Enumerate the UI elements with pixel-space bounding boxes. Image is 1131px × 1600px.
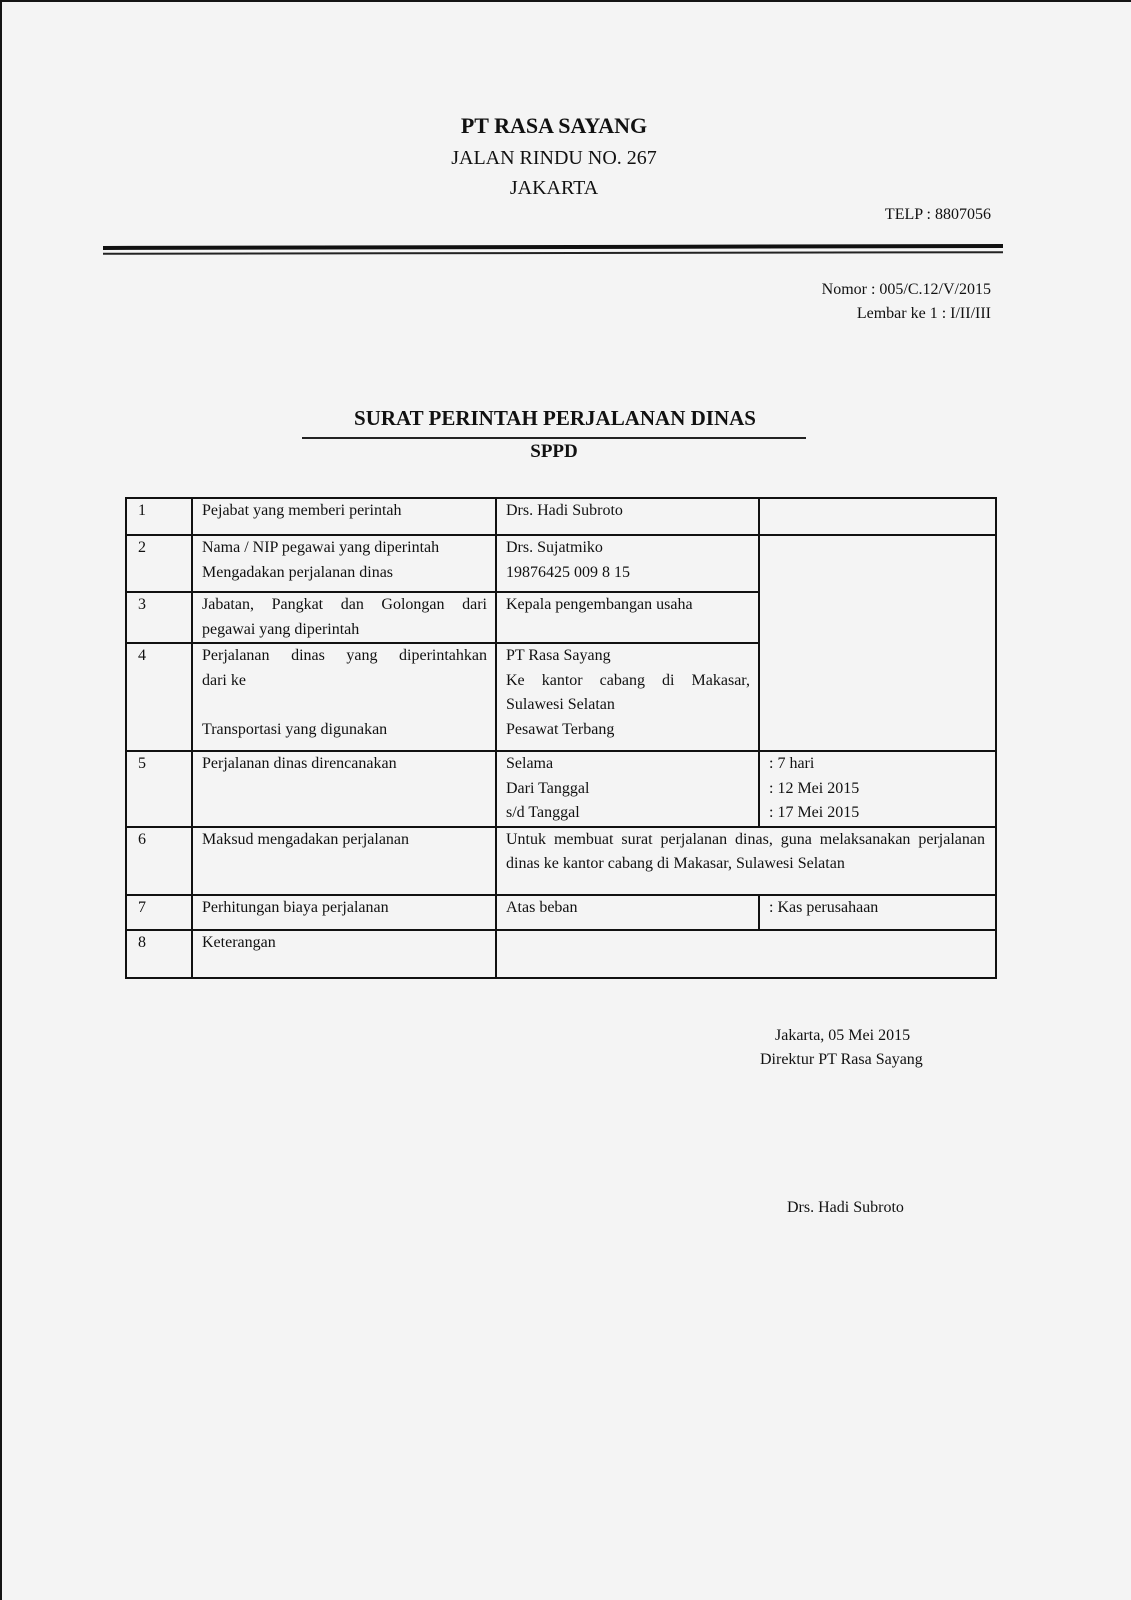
row-value: [496, 498, 759, 535]
label-line: Perjalanan dinas yang diperintahkan: [202, 647, 487, 664]
signature-position: Direktur PT Rasa Sayang: [760, 1051, 923, 1068]
company-name: PT RASA SAYANG: [460, 113, 648, 138]
row-label: [192, 498, 496, 535]
label-line: Nama / NIP pegawai yang diperintah: [202, 539, 440, 556]
extra-line: : 7 hari: [769, 755, 815, 772]
row-number: 4: [126, 643, 192, 751]
value-line: Kepala pengembangan usaha: [506, 596, 693, 613]
page-frame-left: [0, 0, 2, 1600]
letterhead-rule-thin: [103, 251, 1003, 254]
value-line: Ke kantor cabang di Makasar,: [506, 671, 750, 689]
table-row: [126, 498, 996, 535]
page-frame-top: [0, 0, 1131, 2]
company-city: JAKARTA: [509, 177, 599, 199]
table-row: [126, 827, 996, 895]
row-value: [496, 895, 759, 930]
value-line: Drs. Hadi Subroto: [506, 502, 623, 519]
row-value: [496, 643, 759, 751]
row-label: [192, 930, 496, 978]
extra-line: : 17 Mei 2015: [769, 804, 860, 821]
row-label: [192, 535, 496, 592]
row-extra: [759, 895, 996, 930]
merged-empty-cell: [759, 535, 996, 751]
label-line: dari ke: [202, 671, 246, 689]
document-number: Nomor : 005/C.12/V/2015: [821, 281, 991, 298]
row-number: 1: [126, 498, 192, 535]
row-label: [192, 751, 496, 827]
row-value: [496, 592, 759, 643]
signature-place-date: Jakarta, 05 Mei 2015: [775, 1027, 911, 1044]
title-underline: [302, 437, 806, 439]
row-number: 2: [126, 535, 192, 592]
row-value: [496, 535, 759, 592]
row-number: 8: [126, 930, 192, 978]
value-line: 19876425 009 8 15: [506, 563, 630, 581]
extra-line: : 12 Mei 2015: [769, 779, 860, 797]
signature-name: Drs. Hadi Subroto: [787, 1199, 904, 1216]
row-number: 6: [126, 827, 192, 895]
row-number: 5: [126, 751, 192, 827]
value-line: Selama: [506, 755, 554, 772]
document-subtitle: SPPD: [530, 441, 578, 462]
row-value: [496, 751, 759, 827]
label-spacer: [202, 693, 487, 718]
label-line: Mengadakan perjalanan dinas: [202, 563, 394, 581]
label-line: Perjalanan dinas direncanakan: [202, 755, 397, 772]
value-line: Atas beban: [506, 898, 578, 916]
label-line: Keterangan: [202, 933, 276, 951]
row-value-wide: [496, 827, 996, 895]
value-line: Drs. Sujatmiko: [506, 539, 603, 556]
label-line: Transportasi yang digunakan: [202, 720, 388, 738]
table-row: [126, 751, 996, 827]
sheet-number: Lembar ke 1 : I/II/III: [856, 305, 991, 322]
label-line: Pejabat yang memberi perintah: [202, 502, 402, 519]
document-title: SURAT PERINTAH PERJALANAN DINAS: [354, 406, 756, 430]
row-label: [192, 827, 496, 895]
label-line: pegawai yang diperintah: [202, 620, 360, 638]
company-telp: TELP : 8807056: [884, 206, 991, 223]
row-value-wide-empty: [496, 930, 996, 978]
value-line: Dari Tanggal: [506, 779, 590, 797]
row-number: 3: [126, 592, 192, 643]
letterhead-rule-thick: [103, 244, 1003, 250]
value-line: Pesawat Terbang: [506, 720, 615, 738]
company-address: JALAN RINDU NO. 267: [451, 147, 657, 169]
row-extra: [759, 751, 996, 827]
value-line: PT Rasa Sayang: [506, 647, 611, 664]
row-label: [192, 643, 496, 751]
table-row: [126, 930, 996, 978]
extra-line: : Kas perusahaan: [769, 898, 879, 916]
value-line: s/d Tanggal: [506, 804, 580, 821]
table-row: [126, 535, 996, 592]
row-extra-empty: [759, 498, 996, 535]
label-line: Maksud mengadakan perjalanan: [202, 830, 410, 848]
label-line: Perhitungan biaya perjalanan: [202, 898, 389, 916]
value-line: Sulawesi Selatan: [506, 696, 615, 713]
label-line: Jabatan, Pangkat dan Golongan dari: [202, 596, 487, 613]
row-label: [192, 592, 496, 643]
row-number: 7: [126, 895, 192, 930]
value-paragraph: Untuk membuat surat perjalanan dinas, guna melaksanakan perjalanan dinas ke kantor cabang di Makasar, Sulawesi Selatan: [506, 830, 985, 872]
sppd-table: [125, 497, 997, 979]
row-label: [192, 895, 496, 930]
table-row: [126, 895, 996, 930]
